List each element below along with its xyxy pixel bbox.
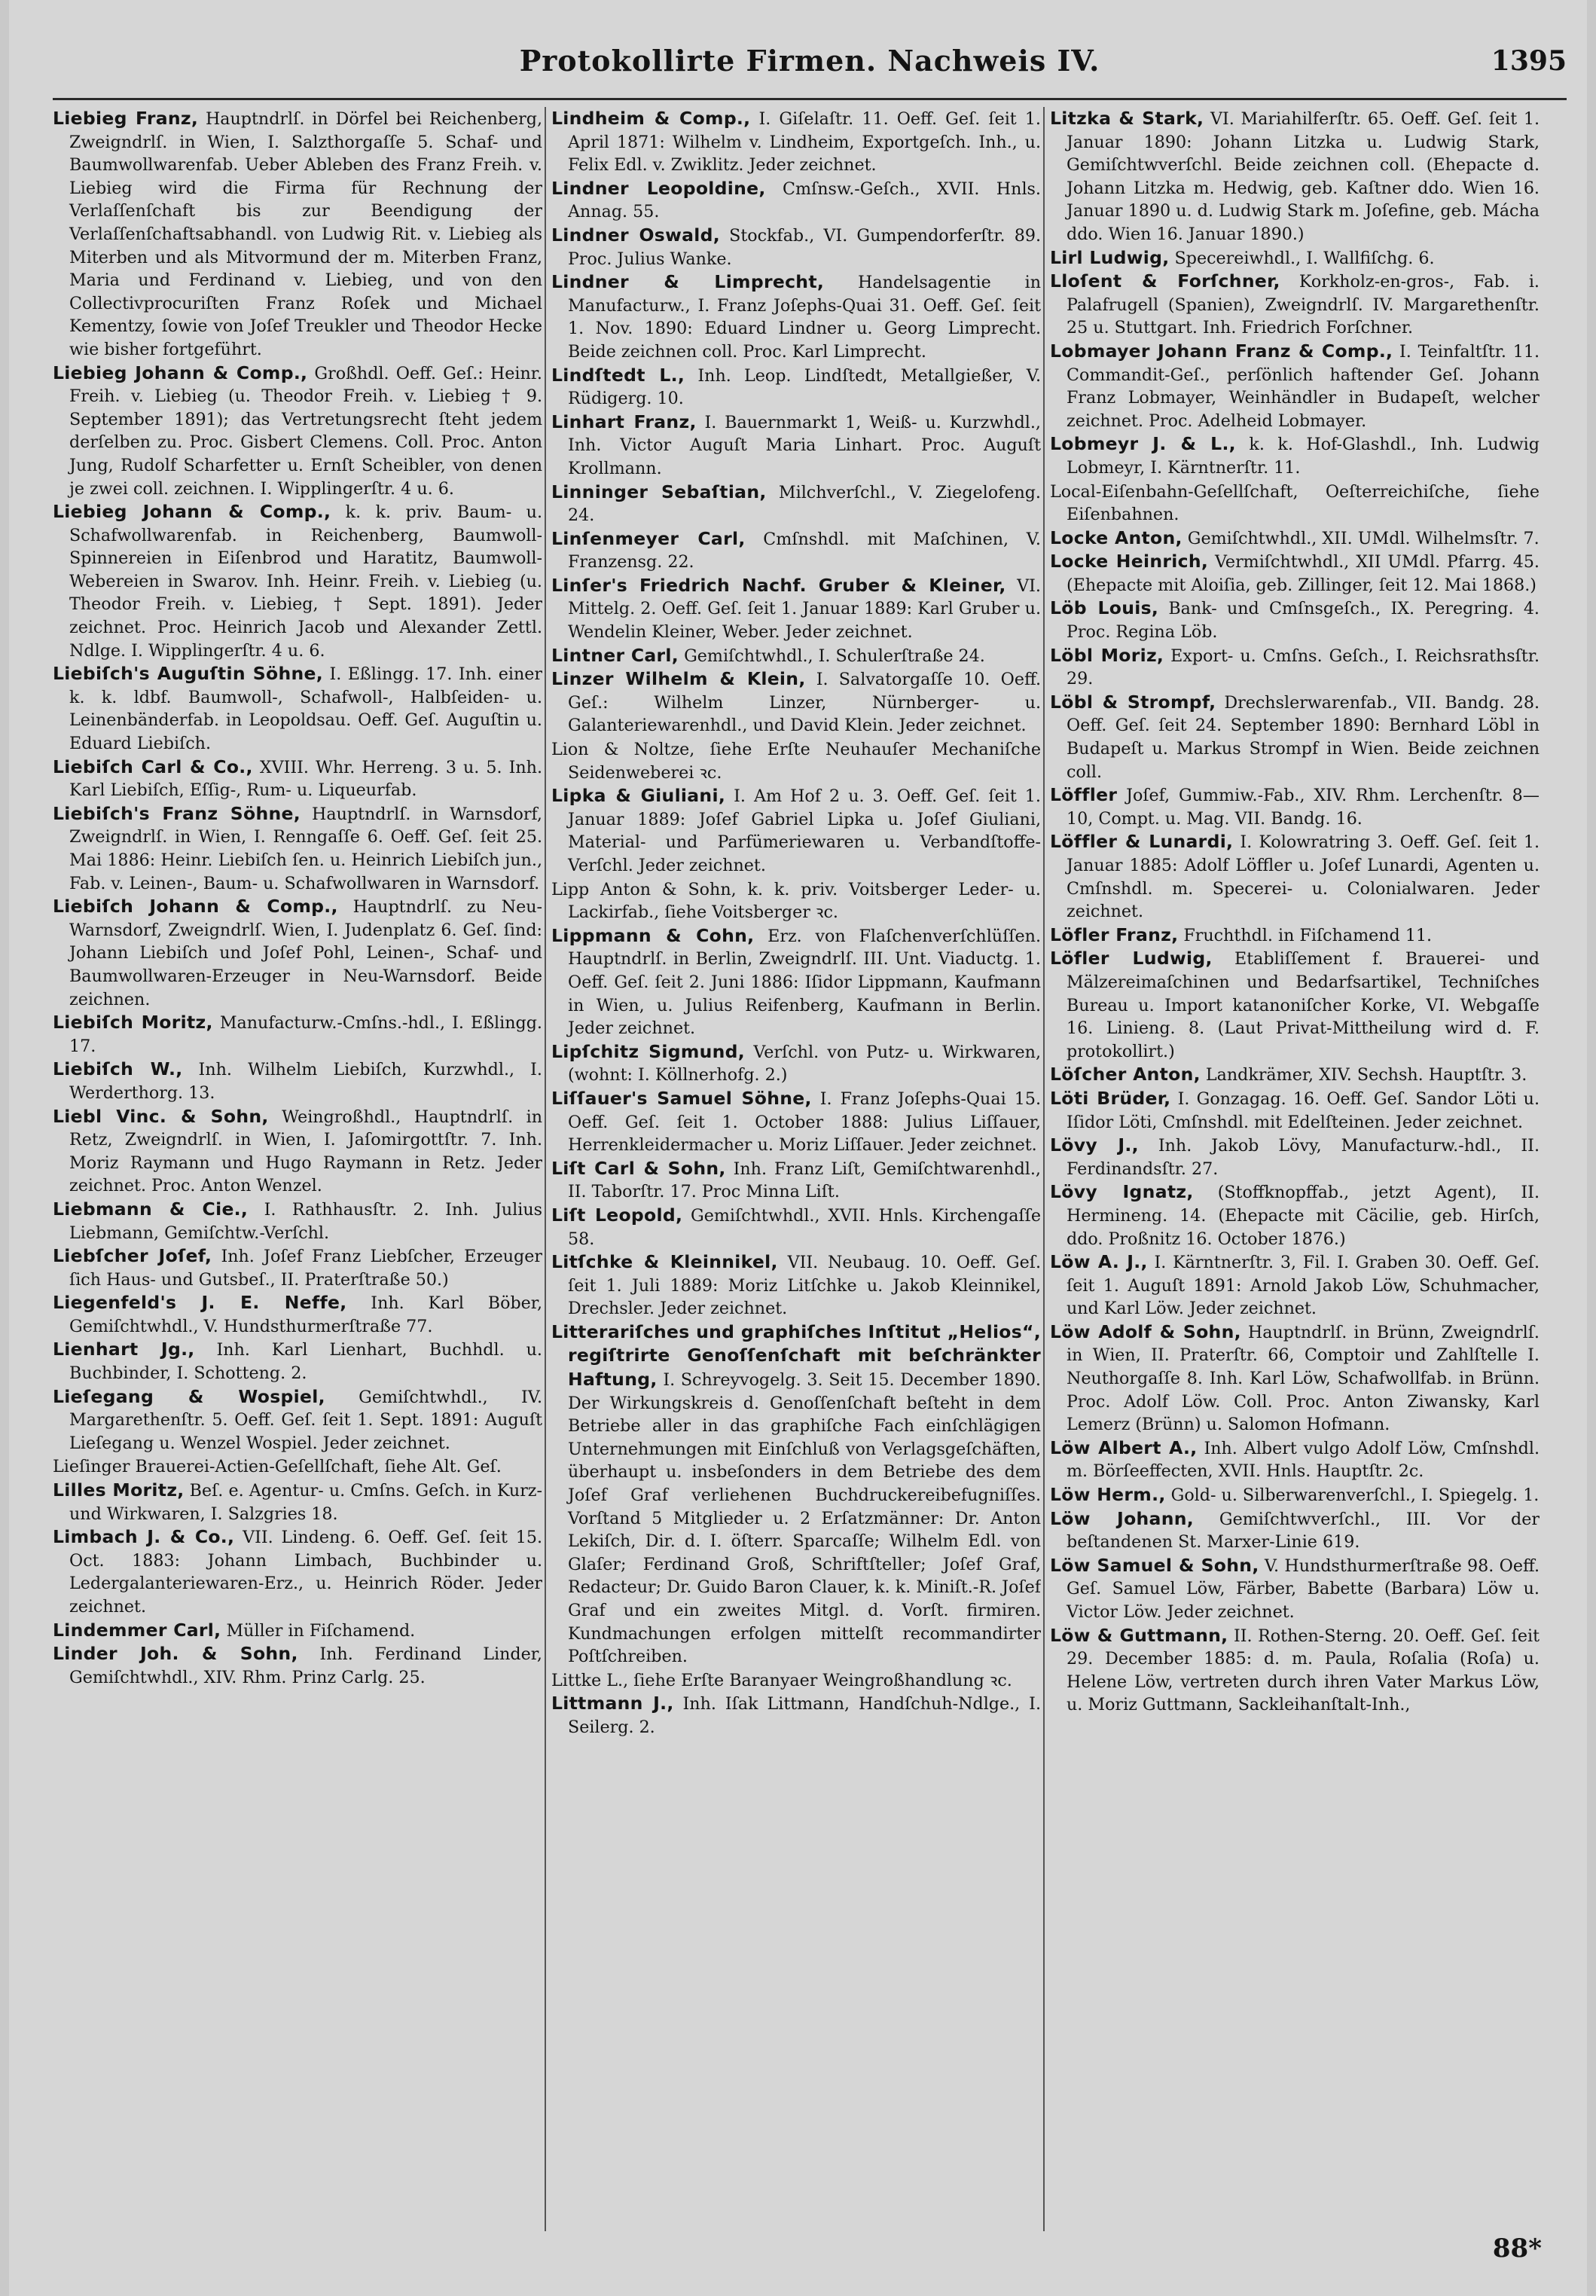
firm-details: (Stoffknopffab., jetzt Agent), II. Hermineng. 14. (Ehepacte mit Cäcilie, geb. Hirſch, ddo. Proßnitz 16. October 1876.)	[1067, 1183, 1540, 1249]
firm-name: Liebiſch Moritz,	[53, 1012, 213, 1034]
firm-entry	[1050, 550, 1540, 597]
firm-entry	[551, 784, 1041, 877]
firm-name: Liebieg Johann & Comp.,	[53, 501, 331, 523]
firm-entry	[1050, 644, 1540, 691]
firm-name: Littmann J.,	[551, 1693, 674, 1714]
firm-details: Local-Eiſenbahn-Geſellſchaft, Oeſterreichiſche, ſiehe Eiſenbahnen.	[1050, 481, 1540, 525]
firm-name: Löw & Guttmann,	[1050, 1624, 1228, 1646]
column-1	[53, 107, 542, 2231]
firm-entry	[53, 1058, 542, 1104]
firm-details: I. Teinfaltſtr. 11. Commandit-Geſ., perſönlich haftender Geſ. Johann Franz Lobmayer, Weinhändler in Budapeſt, welcher zeichnet. Proc. Adelheid Lobmayer.	[1067, 341, 1540, 431]
directory-page	[9, 0, 1587, 2296]
firm-details: Inh. Wilhelm Liebiſch, Kurzwhdl., I. Werderthorg. 13.	[69, 1060, 542, 1103]
firm-details: Cmſnsw.-Geſch., XVII. Hnls. Annag. 55.	[568, 179, 1041, 222]
firm-entry	[53, 1105, 542, 1198]
firm-entry	[551, 224, 1041, 270]
firm-name: Lilles Moritz,	[53, 1479, 185, 1501]
firm-entry	[53, 895, 542, 1011]
firm-name: Linninger Sebaſtian,	[551, 481, 767, 502]
firm-details: Gemiſchtwverſchl., III. Vor der beſtandenen St. Marxer-Linie 619.	[1067, 1509, 1540, 1553]
firm-name: Liſſauer's Samuel Söhne,	[551, 1087, 812, 1109]
firm-details: Erz. von Flaſchenverſchlüſſen. Hauptndrlſ. in Berlin, Zweigndrlſ. III. Unt. Viaductg. 1. Oeff. Geſ. ſeit 2. Juni 1886: Iſidor Lippmann, Kaufmann in Wien, u. Julius Reifenberg, Kaufmann in Berlin. Jeder zeichnet.	[568, 926, 1041, 1039]
firm-name: Liſt Leopold,	[551, 1204, 683, 1226]
firm-entry	[1050, 1134, 1540, 1180]
firm-name: Limbach J. & Co.,	[53, 1526, 235, 1548]
firm-entry	[53, 1244, 542, 1291]
page-number: 1395	[1491, 45, 1567, 77]
column-divider-1	[545, 107, 546, 2231]
firm-name: Löfler Franz,	[1050, 924, 1179, 945]
firm-name: Liſt Carl & Sohn,	[551, 1157, 726, 1179]
firm-entry	[551, 1087, 1041, 1157]
firm-entry	[53, 662, 542, 755]
firm-entry	[551, 1204, 1041, 1250]
firm-name: Lintner Carl,	[551, 644, 679, 666]
firm-details: I. Am Hof 2 u. 3. Oeff. Geſ. ſeit 1. Januar 1889: Joſef Gabriel Lipka u. Joſef Giuliani, Material- und Parfümeriewaren u. Verbandſtoffe-Verſchl. Jeder zeichnet.	[568, 786, 1041, 875]
firm-name: Linſer's Friedrich Nachf. Gruber & Kleiner,	[551, 574, 1006, 596]
firm-name: Lipſchitz Sigmund,	[551, 1040, 746, 1062]
firm-name: Liebmann & Cie.,	[53, 1198, 249, 1220]
firm-details: Joſef, Gummiw.-Fab., XIV. Rhm. Lerchenſtr. 8—10, Compt. u. Mag. VII. Bandg. 16.	[1067, 786, 1540, 829]
firm-details: Gemiſchtwhdl., XVII. Hnls. Kirchengaſſe 58.	[568, 1205, 1041, 1249]
firm-name: Lövy Ignatz,	[1050, 1181, 1194, 1203]
firm-name: Lirl Ludwig,	[1050, 246, 1170, 268]
firm-details: I. Gonzagag. 16. Oeff. Geſ. Sandor Löti u. Iſidor Löti, Cmſnshdl. mit Edelſteinen. Jeder zeichnet.	[1067, 1088, 1540, 1132]
firm-details: VI. Mittelg. 2. Oeff. Geſ. ſeit 1. Januar 1889: Karl Gruber u. Wendelin Kleiner, Weber. Jeder zeichnet.	[568, 576, 1041, 643]
firm-details: Großhdl. Oeff. Geſ.: Heinr. Freih. v. Liebieg (u. Theodor Freih. v. Liebieg † 9. September 1891); das Vertretungsrecht ſteht jedem derſelben zu. Proc. Gisbert Clemens. Coll. Proc. Anton Jung, Rudolf Scharfetter u. Ernſt Scheibler, von denen je zwei coll. zeichnen. I. Wipplingerſtr. 4 u. 6.	[69, 363, 542, 499]
firm-details: I. Salvatorgaſſe 10. Oeff. Geſ.: Wilhelm Linzer, Nürnberger- u. Galanteriewarenhdl., und David Klein. Jeder zeichnet.	[568, 670, 1041, 736]
firm-details: Fruchthdl. in Fiſchamend 11.	[1178, 925, 1433, 945]
firm-details: Stockfab., VI. Gumpendorferſtr. 89. Proc. Julius Wanke.	[568, 225, 1041, 269]
firm-name: Lobmeyr J. & L.,	[1050, 433, 1236, 455]
firm-entry	[551, 270, 1041, 363]
firm-entry	[1050, 1624, 1540, 1717]
firm-name: Litterariſches und graphiſches Inſtitut „Helios“, regiſtrirte Genoſſenſchaft mit beſchränkter Haftung,	[551, 1321, 1041, 1391]
firm-name: Liebſcher Joſef,	[53, 1245, 212, 1267]
firm-details: Landkrämer, XIV. Sechsh. Hauptſtr. 3.	[1200, 1065, 1527, 1085]
firm-name: Löw Albert A.,	[1050, 1437, 1198, 1458]
firm-entry	[53, 1642, 542, 1689]
firm-entry	[53, 1479, 542, 1525]
firm-details: Inh. Leop. Lindſtedt, Metallgießer, V. Rüdigerg. 10.	[568, 365, 1041, 409]
firm-details: I. Franz Joſephs-Quai 15. Oeff. Geſ. ſeit 1. October 1888: Julius Liſſauer, Herrenkleidermacher u. Moriz Liſſauer. Jeder zeichnet.	[568, 1088, 1041, 1156]
firm-details: Lipp Anton & Sohn, k. k. priv. Voitsberger Leder- u. Lackirfab., ſiehe Voitsberger ꝛc.	[551, 879, 1041, 923]
firm-name: Linder Joh. & Sohn,	[53, 1643, 298, 1665]
firm-entry	[1050, 270, 1540, 340]
firm-name: Lindheim & Comp.,	[551, 108, 751, 129]
firm-details: Hauptndrlſ. zu Neu-Warnsdorf, Zweigndrlſ. Wien, I. Judenplatz 6. Geſ. ſind: Johann Liebiſch und Joſef Pohl, Leinen-, Schaf- und Baumwollwaren-Erzeuger in Neu-Warnsdorf. Beide zeichnen.	[69, 897, 542, 1009]
firm-details: Korkholz-en-gros-, Fab. i. Palafrugell (Spanien), Zweigndrlſ. IV. Margarethenſtr. 25 u. Stuttgart. Inh. Friedrich Forſchner.	[1067, 272, 1540, 338]
firm-details: Inh. Jakob Lövy, Manufacturw.-hdl., II. Ferdinandsſtr. 27.	[1067, 1136, 1540, 1179]
firm-details: Gemiſchtwhdl., I. Schulerſtraße 24.	[679, 646, 985, 666]
firm-details: Etabliſſement f. Brauerei- und Mälzereimaſchinen und Bedarfsartikel, Techniſches Bureau u. Import katanoniſcher Korke, VI. Webgaſſe 16. Linieng. 8. (Laut Privat-Mittheilung wird d. F. protokollirt.)	[1067, 949, 1540, 1061]
firm-name: Löw Johann,	[1050, 1507, 1194, 1529]
firm-entry	[53, 107, 542, 362]
firm-entry	[1050, 1063, 1540, 1087]
firm-entry	[551, 1250, 1041, 1321]
firm-entry	[1050, 246, 1540, 270]
firm-details: II. Rothen-Sterng. 20. Oeff. Geſ. ſeit 29. December 1885: d. m. Paula, Roſalia (Roſa) u. Helene Löw, vertreten durch ihren Vater Markus Löw, u. Moriz Guttmann, Sackleihanſtalt-Inh.,	[1067, 1626, 1540, 1715]
firm-details: Hauptndrlſ. in Brünn, Zweigndrlſ. in Wien, II. Praterſtr. 66, Comptoir und Zahlſtelle I. Neuthorgaſſe 8. Inh. Karl Löw, Schafwollfab. in Brünn. Proc. Adolf Löw. Coll. Proc. Anton Ziwansky, Karl Lemerz (Brünn) u. Salomon Hofmann.	[1067, 1322, 1540, 1435]
firm-name: Löw A. J.,	[1050, 1251, 1148, 1273]
firm-entry	[1050, 783, 1540, 830]
firm-details: Lion & Noltze, ſiehe Erſte Neuhauſer Mechaniſche Seidenweberei ꝛc.	[551, 740, 1041, 783]
firm-entry	[1050, 1507, 1540, 1554]
firm-entry	[1050, 1087, 1540, 1134]
firm-details: Bank- und Cmſnsgeſch., IX. Peregring. 4. Proc. Regina Löb.	[1067, 599, 1540, 643]
firm-entry	[1050, 480, 1540, 527]
firm-name: Liebieg Franz,	[53, 108, 199, 129]
firm-entry	[551, 667, 1041, 737]
firm-name: Liegenfeld's J. E. Neffe,	[53, 1292, 347, 1314]
page-header	[53, 44, 1567, 89]
firm-entry	[53, 1198, 542, 1244]
firm-name: Löw Herm.,	[1050, 1484, 1166, 1506]
firm-name: Lindner Leopoldine,	[551, 177, 766, 199]
firm-entry	[551, 1692, 1041, 1739]
firm-entry	[53, 1011, 542, 1058]
firm-details: XVIII. Whr. Herreng. 3 u. 5. Inh. Karl Liebiſch, Eſſig-, Rum- u. Liqueurfab.	[69, 757, 542, 801]
firm-name: Lippmann & Cohn,	[551, 924, 755, 946]
firm-entry	[1050, 1180, 1540, 1250]
firm-details: I. Bauernmarkt 1, Weiß- u. Kurzwhdl., Inh. Victor Auguſt Maria Linhart. Proc. Auguſt Krollmann.	[568, 412, 1041, 478]
firm-name: Lövy J.,	[1050, 1134, 1139, 1156]
firm-name: Löw Samuel & Sohn,	[1050, 1554, 1259, 1576]
firm-details: I. Giſelaſtr. 11. Oeff. Geſ. ſeit 1. April 1871: Wilhelm v. Lindheim, Exportgeſch. Inh., u. Felix Edl. v. Zwiklitz. Jeder zeichnet.	[568, 109, 1041, 176]
firm-details: Verſchl. von Putz- u. Wirkwaren, (wohnt: I. Köllnerhofg. 2.)	[568, 1042, 1041, 1085]
firm-entry	[53, 500, 542, 662]
firm-entry	[1050, 597, 1540, 643]
firm-name: Lindner Oswald,	[551, 224, 720, 246]
firm-name: Liebiſch W.,	[53, 1058, 183, 1080]
firm-details: Weingroßhdl., Hauptndrlſ. in Retz, Zweigndrlſ. in Wien, I. Jaſomirgottſtr. 7. Inh. Moriz Raymann und Hugo Raymann in Retz. Jeder zeichnet. Proc. Anton Wenzel.	[69, 1107, 542, 1196]
firm-details: VI. Mariahilferſtr. 65. Oeff. Geſ. ſeit 1. Januar 1890: Johann Litzka u. Ludwig Stark, Gemiſchtwverſchl. Beide zeichnen coll. (Ehepacte d. Johann Litzka m. Hedwig, geb. Kaſtner ddo. Wien 16. Januar 1890 u. d. Ludwig Stark m. Joſefine, geb. Mácha ddo. Wien 16. Januar 1890.)	[1067, 109, 1540, 244]
firm-name: Löbl & Strompf,	[1050, 691, 1216, 713]
firm-details: I. Kärntnerſtr. 3, Fil. I. Graben 30. Oeff. Geſ. ſeit 1. Auguſt 1891: Arnold Jakob Löw, Schuhmacher, und Karl Löw. Jeder zeichnet.	[1067, 1253, 1540, 1319]
firm-name: Löffler & Lunardi,	[1050, 831, 1234, 853]
column-2	[551, 107, 1041, 2231]
firm-entry	[1050, 1554, 1540, 1624]
column-divider-2	[1043, 107, 1045, 2231]
header-rule	[53, 98, 1567, 100]
firm-details: Inh. Franz Liſt, Gemiſchtwarenhdl., II. Taborſtr. 17. Proc Minna Liſt.	[568, 1159, 1041, 1202]
firm-name: Litſchke & Kleinnikel,	[551, 1251, 778, 1273]
firm-entry	[551, 527, 1041, 574]
firm-details: Handelsagentie in Manufacturw., I. Franz Joſephs-Quai 31. Oeff. Geſ. ſeit 1. Nov. 1890: Eduard Lindner u. Georg Limprecht. Beide zeichnen coll. Proc. Karl Limprecht.	[568, 273, 1041, 362]
firm-name: Liebiſch Carl & Co.,	[53, 756, 253, 777]
firm-details: Inh. Albert vulgo Adolf Löw, Cmſnshdl. m. Börſeeffecten, XVII. Hnls. Hauptſtr. 2c.	[1067, 1438, 1540, 1482]
firm-name: Linhart Franz,	[551, 411, 697, 432]
firm-entry	[53, 1455, 542, 1479]
firm-entry	[551, 924, 1041, 1040]
firm-entry	[1050, 924, 1540, 948]
firm-name: Liebiſch's Auguſtin Söhne,	[53, 663, 323, 685]
firm-name: Lindemmer Carl,	[53, 1619, 221, 1641]
column-3	[1050, 107, 1540, 2231]
firm-entry	[551, 644, 1041, 668]
firm-name: Löfler Ludwig,	[1050, 948, 1213, 969]
firm-entry	[551, 364, 1041, 411]
firm-details: I. Eßlingg. 17. Inh. einer k. k. ldbf. Baumwoll-, Schafwoll-, Halbſeiden- u. Leinenbänderfab. in Leopoldsau. Oeff. Geſ. Auguſtin u. Eduard Liebiſch.	[69, 664, 542, 754]
firm-name: Liebiſch Johann & Comp.,	[53, 896, 338, 917]
firm-details: Specereiwhdl., I. Wallfiſchg. 6.	[1169, 248, 1435, 268]
firm-entry	[551, 1669, 1041, 1693]
firm-details: k. k. Hof-Glashdl., Inh. Ludwig Lobmeyr, I. Kärntnerſtr. 11.	[1067, 435, 1540, 478]
firm-entry	[1050, 947, 1540, 1063]
firm-details: Littke L., ſiehe Erſte Baranyaer Weingroßhandlung ꝛc.	[551, 1670, 1012, 1690]
firm-details: Cmſnshdl. mit Maſchinen, V. Franzensg. 22.	[568, 529, 1041, 572]
firm-name: Liebl Vinc. & Sohn,	[53, 1105, 269, 1127]
firm-details: Gemiſchtwhdl., XII. UMdl. Wilhelmsſtr. 7.	[1182, 528, 1540, 548]
firm-entry	[551, 737, 1041, 784]
firm-entry	[1050, 1483, 1540, 1507]
firm-details: Lieſinger Brauerei-Actien-Geſellſchaft, ſiehe Alt. Geſ.	[53, 1457, 502, 1477]
firm-entry	[53, 1385, 542, 1455]
firm-entry	[1050, 527, 1540, 551]
firm-details: Gemiſchtwhdl., IV. Margarethenſtr. 5. Oeff. Geſ. ſeit 1. Sept. 1891: Auguſt Lieſegang u. Wenzel Wospiel. Jeder zeichnet.	[69, 1387, 542, 1453]
firm-entry	[1050, 691, 1540, 783]
firm-entry	[1050, 830, 1540, 923]
firm-details: Inh. Karl Böber, Gemiſchtwhdl., V. Hundsthurmerſtraße 77.	[69, 1293, 542, 1336]
firm-details: VII. Lindeng. 6. Oeff. Geſ. ſeit 15. Oct. 1883: Johann Limbach, Buchbinder u. Ledergalanteriewaren-Erz., u. Heinrich Röder. Jeder zeichnet.	[69, 1528, 542, 1617]
firm-name: Löti Brüder,	[1050, 1087, 1171, 1109]
firm-name: Löſcher Anton,	[1050, 1064, 1201, 1085]
firm-name: Locke Anton,	[1050, 527, 1183, 548]
firm-name: Liebiſch's Franz Söhne,	[53, 802, 301, 824]
firm-details: Manufacturw.-Cmſns.-hdl., I. Eßlingg. 17.	[69, 1013, 542, 1056]
firm-entry	[551, 107, 1041, 177]
firm-name: Litzka & Stark,	[1050, 108, 1204, 129]
firm-entry	[551, 1321, 1041, 1669]
firm-entry	[53, 362, 542, 501]
firm-details: Hauptndrlſ. in Warnsdorf, Zweigndrlſ. in Wien, I. Renngaſſe 6. Oeff. Geſ. ſeit 25. Mai 1886: Heinr. Liebiſch ſen. u. Heinrich Liebiſch jun., Fab. v. Leinen-, Baum- u. Schafwollwaren in Warnsdorf.	[69, 804, 542, 893]
firm-entry	[551, 177, 1041, 224]
firm-name: Lipka & Giuliani,	[551, 785, 726, 807]
firm-name: Lloſent & Forſchner,	[1050, 270, 1280, 292]
firm-entry	[551, 481, 1041, 527]
running-title: Protokollirte Firmen. Nachweis IV.	[519, 44, 1100, 78]
firm-details: I. Schreyvogelg. 3. Seit 15. December 1890. Der Wirkungskreis d. Genoſſenſchaft beſteht in dem Betriebe aller in das graphiſche Fach einſchlägigen Unternehmungen mit Einſchluß von Verlagsgeſchäften, überhaupt u. insbeſonders in dem Betriebe des dem Joſef Graf verliehenen Buchdruckereibefugniſſes. Vorſtand 5 Mitglieder u. 2 Erſatzmänner: Dr. Anton Lekiſch, Dir. d. I. öſterr. Sparcaſſe; Wilhelm Edl. von Glaſer; Ferdinand Groß, Schriftſteller; Joſef Graf, Redacteur; Dr. Guido Baron Clauer, k. k. Miniſt.-R. Joſef Graf und ein zweites Mitgl. d. Vorſt. firmiren. Kundmachungen erfolgen mittelſt recommandirter Poſtſchreiben.	[568, 1370, 1041, 1667]
firm-name: Lienhart Jg.,	[53, 1339, 195, 1360]
firm-entry	[53, 1291, 542, 1338]
firm-name: Linſenmeyer Carl,	[551, 527, 746, 549]
firm-entry	[551, 878, 1041, 924]
firm-details: VII. Neubaug. 10. Oeff. Geſ. ſeit 1. Juli 1889: Moriz Litſchke u. Jakob Kleinnikel, Drechsler. Jeder zeichnet.	[568, 1253, 1041, 1319]
signature-mark: 88*	[1492, 2233, 1542, 2264]
firm-name: Locke Heinrich,	[1050, 551, 1209, 572]
firm-name: Löb Louis,	[1050, 597, 1159, 619]
firm-details: k. k. priv. Baum- u. Schafwollwarenfab. in Reichenberg, Baumwoll-Spinnereien in Eiſenbrod und Haratitz, Baumwoll-Webereien in Swarov. Inh. Heinr. Freih. v. Liebieg (u. Theodor Freih. v. Liebieg, † Sept. 1891). Jeder zeichnet. Proc. Heinrich Jacob und Alexander Zettl. Ndlge. I. Wipplingerſtr. 4 u. 6.	[69, 502, 542, 661]
firm-entry	[551, 574, 1041, 644]
firm-name: Löw Adolf & Sohn,	[1050, 1321, 1241, 1342]
firm-details: Beſ. e. Agentur- u. Cmſns. Geſch. in Kurz- und Wirkwaren, I. Salzgries 18.	[69, 1481, 542, 1524]
firm-details: Inh. Iſak Littmann, Handſchuh-Ndlge., I. Seilerg. 2.	[568, 1694, 1041, 1737]
firm-entry	[551, 411, 1041, 481]
firm-entry	[1050, 107, 1540, 246]
firm-entry	[53, 1338, 542, 1385]
firm-details: Drechslerwarenfab., VII. Bandg. 28. Oeff. Geſ. ſeit 24. September 1890: Bernhard Löbl in Budapeſt u. Markus Strompf in Wien. Beide zeichnen coll.	[1067, 692, 1540, 782]
firm-name: Lieſegang & Wospiel,	[53, 1385, 325, 1407]
firm-entry	[53, 756, 542, 802]
firm-details: Inh. Joſef Franz Liebſcher, Erzeuger ſich Haus- und Gutsbeſ., II. Praterſtraße 50.)	[69, 1247, 542, 1290]
firm-details: Hauptndrlſ. in Dörfel bei Reichenberg, Zweigndrlſ. in Wien, I. Salzthorgaſſe 5. Schaf- und Baumwollwarenfab. Ueber Ableben des Franz Freih. v. Liebieg wird die Firma für Rechnung der Verlaſſenſchaft bis zur Beendigung der Verlaſſenſchaftsabhandl. von Ludwig Rit. v. Liebieg als Miterben und als Mitvormund der m. Miterben Franz, Maria und Ferdinand v. Liebieg, und von den Collectivprocuriſten Franz Roſek und Michael Kementzy, ſowie von Joſef Treukler und Theodor Hecke wie bisher fortgeführt.	[69, 109, 542, 359]
firm-details: V. Hundsthurmerſtraße 98. Oeff. Geſ. Samuel Löw, Färber, Babette (Barbara) Löw u. Victor Löw. Jeder zeichnet.	[1067, 1556, 1540, 1622]
firm-entry	[1050, 1250, 1540, 1321]
firm-details: I. Rathhausſtr. 2. Inh. Julius Liebmann, Gemiſchtw.-Verſchl.	[69, 1199, 542, 1243]
firm-details: Inh. Ferdinand Linder, Gemiſchtwhdl., XIV. Rhm. Prinz Carlg. 25.	[69, 1644, 542, 1687]
firm-entry	[1050, 1437, 1540, 1483]
firm-entry	[53, 1619, 542, 1643]
firm-entry	[53, 1525, 542, 1618]
firm-name: Löbl Moriz,	[1050, 644, 1164, 666]
firm-details: Vermiſchtwhdl., XII UMdl. Pfarrg. 45. (Ehepacte mit Aloiſia, geb. Zillinger, ſeit 12. Mai 1868.)	[1067, 552, 1540, 595]
firm-details: Gold- u. Silberwarenverſchl., I. Spiegelg. 1.	[1165, 1485, 1540, 1506]
firm-entry	[1050, 1321, 1540, 1437]
firm-name: Linzer Wilhelm & Klein,	[551, 668, 806, 690]
firm-name: Löffler	[1050, 784, 1118, 806]
firm-entry	[551, 1157, 1041, 1204]
firm-details: Export- u. Cmſns. Geſch., I. Reichsrathsſtr. 29.	[1067, 646, 1540, 689]
firm-name: Liebieg Johann & Comp.,	[53, 362, 308, 383]
firm-name: Lobmayer Johann Franz & Comp.,	[1050, 340, 1393, 362]
firm-name: Lindner & Limprecht,	[551, 271, 825, 293]
firm-entry	[1050, 340, 1540, 432]
firm-entry	[53, 802, 542, 895]
firm-name: Lindſtedt L.,	[551, 364, 685, 386]
firm-details: Milchverſchl., V. Ziegelofeng. 24.	[568, 482, 1041, 526]
firm-entry	[1050, 432, 1540, 479]
firm-entry	[551, 1040, 1041, 1087]
firm-details: Müller in Fiſchamend.	[221, 1620, 416, 1641]
firm-details: I. Kolowratring 3. Oeff. Geſ. ſeit 1. Januar 1885: Adolf Löffler u. Joſef Lunardi, Agenten u. Cmſnshdl. m. Specerei- u. Colonialwaren. Jeder zeichnet.	[1067, 832, 1540, 922]
firm-details: Inh. Karl Lienhart, Buchhdl. u. Buchbinder, I. Schotteng. 2.	[69, 1340, 542, 1384]
